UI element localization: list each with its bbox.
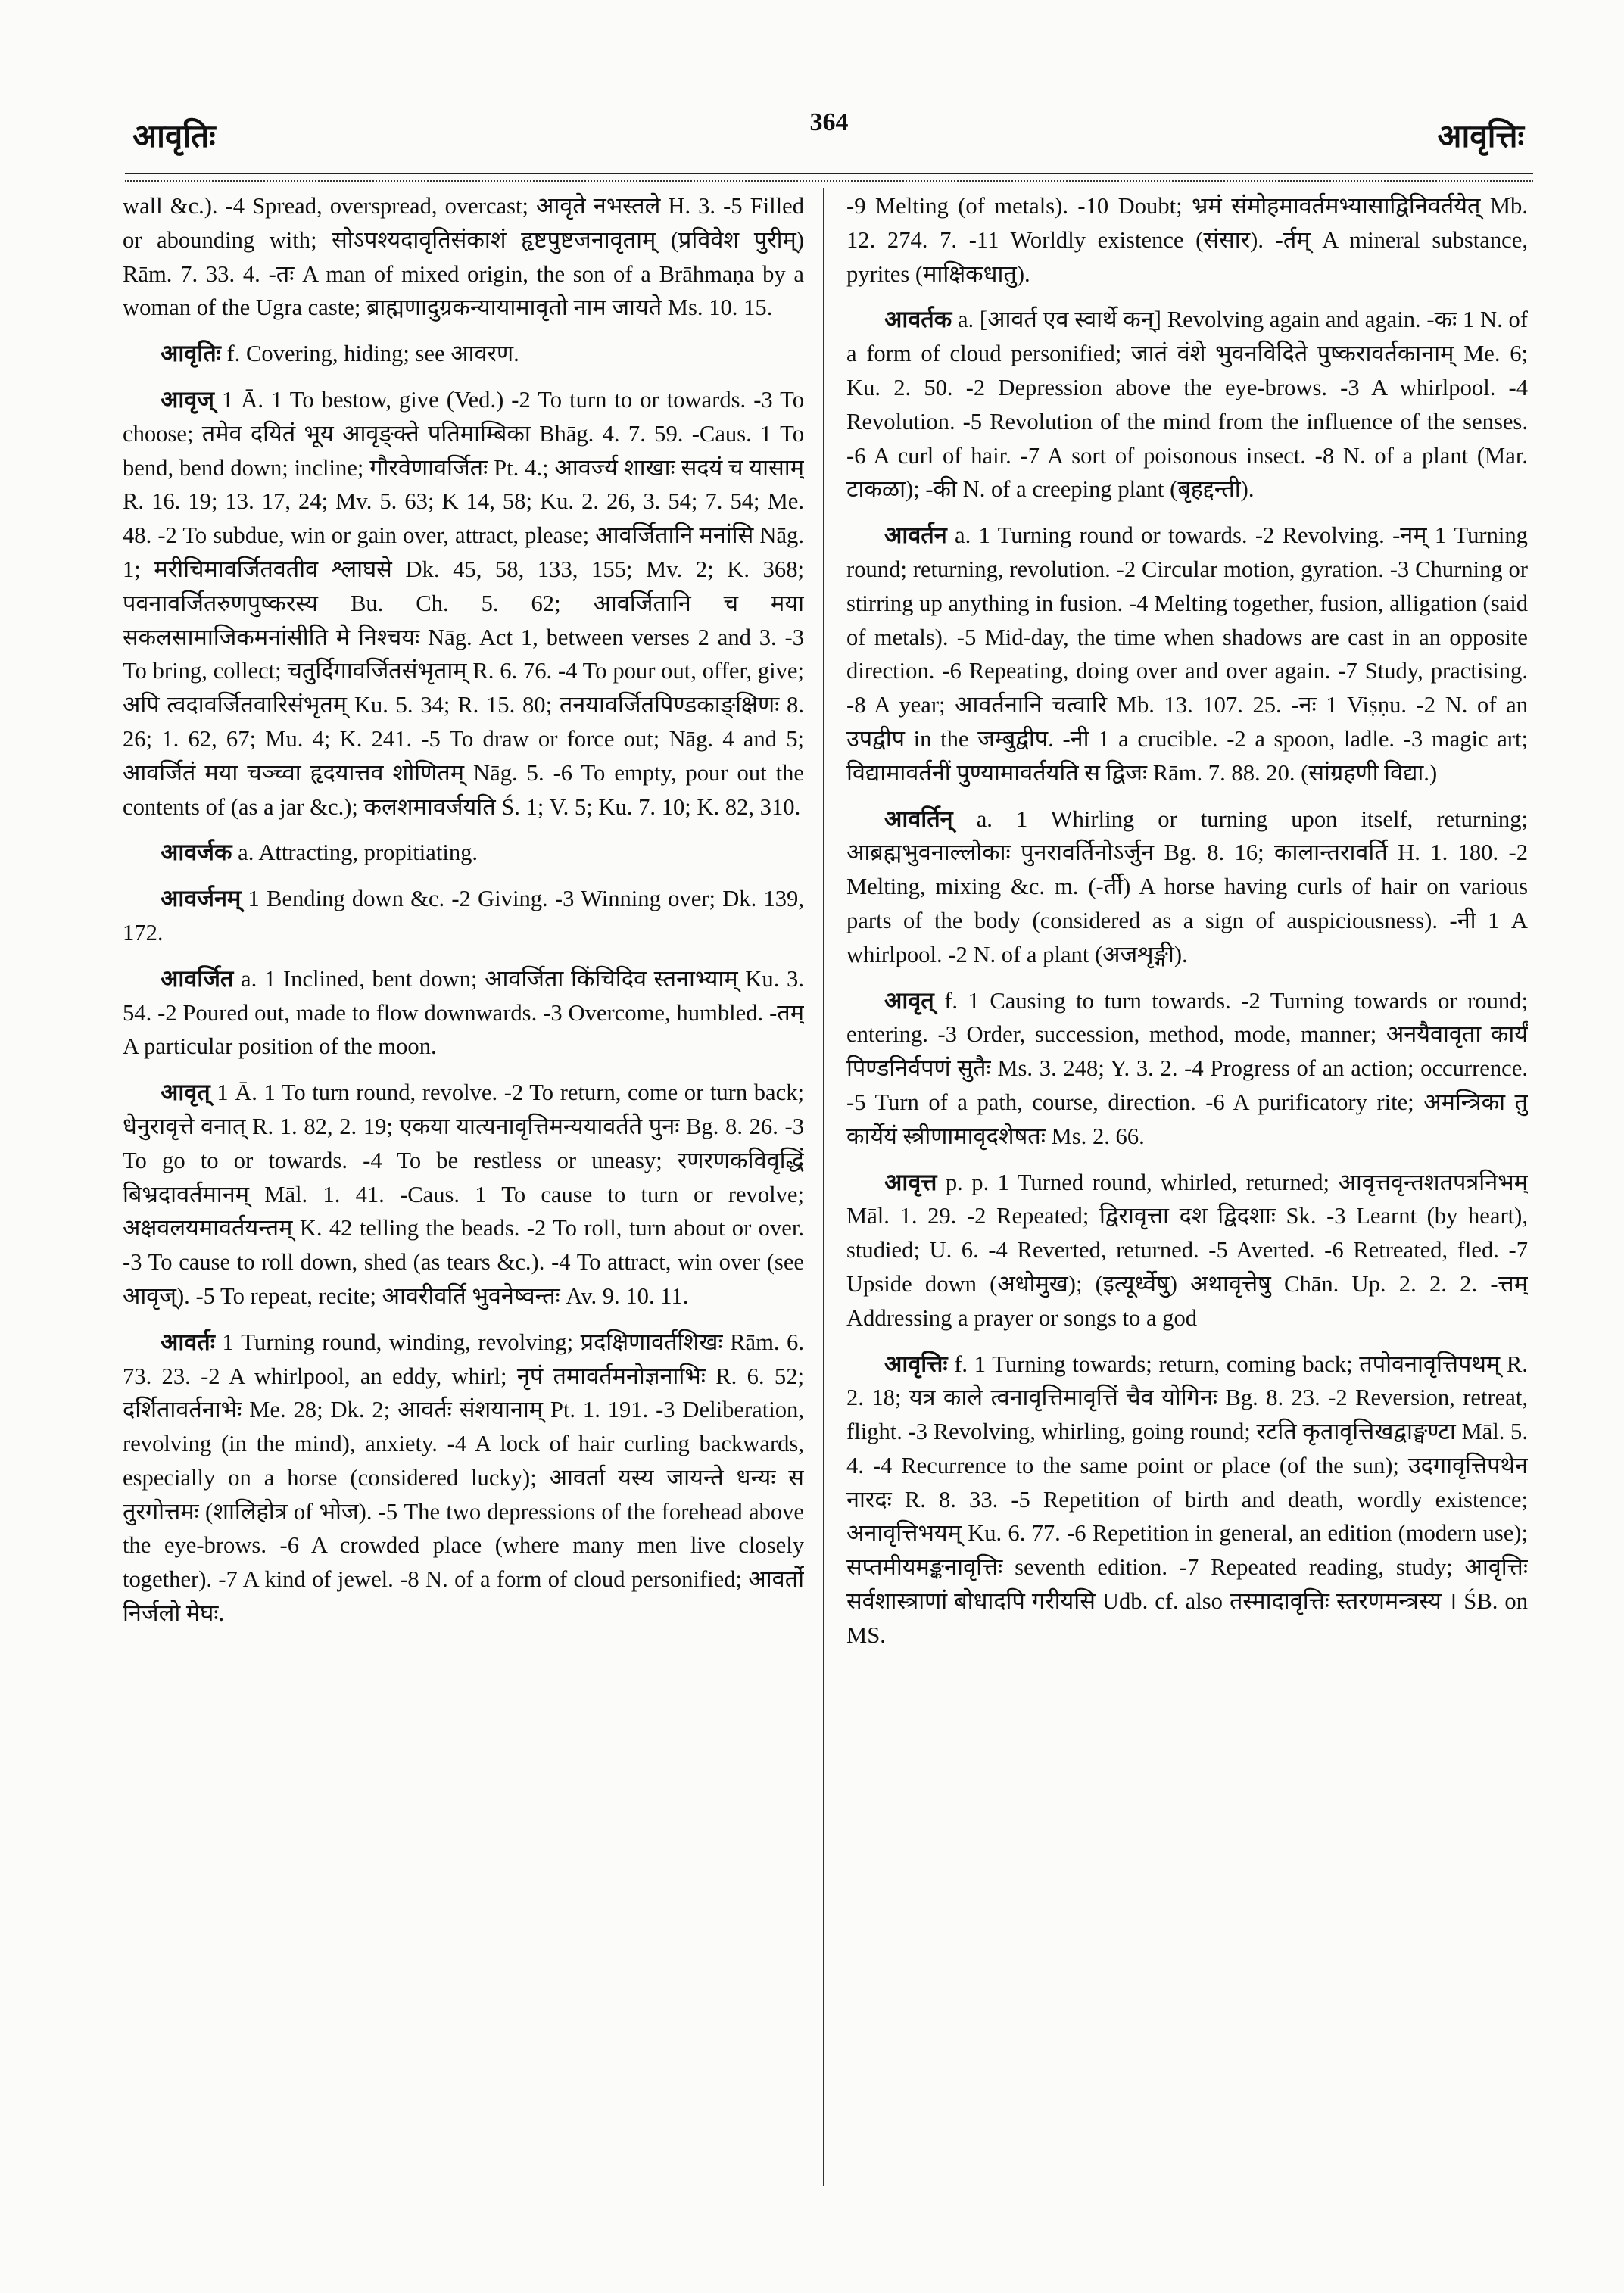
entry-text: -9 Melting (of metals). -10 Doubt; भ्रमं संमोहमावर्तमभ्यासाद्विनिवर्तयेत् Mb. 12. 274. 7. -11 Worldly existence (संसार). -र्तम् A mineral substance, pyrites (माक्षिकधातु).: [846, 193, 1528, 287]
entry-text: f. 1 Causing to turn towards. -2 Turning towards or round; entering. -3 Order, succession, method, mode, manner; अनयैवावृता कार्यं पिण्डनिर्वपणं सुतैः Ms. 3. 248; Y. 3. 2. -4 Progress of an action; occurrence. -5 Turn of a path, course, direction. -6 A purificatory rite; अमन्त्रिका तु कार्येयं स्त्रीणामावृदशेषतः Ms. 2. 66.: [846, 987, 1528, 1149]
left-column: [123, 189, 804, 2218]
dictionary-entry: [846, 189, 1528, 291]
page-header: [125, 104, 1533, 165]
entry-headword: आवर्जनम्: [161, 886, 242, 912]
dictionary-entry: [123, 882, 804, 950]
entry-headword: आवृत्तिः: [884, 1351, 948, 1377]
entry-headword: आवर्जित: [161, 965, 234, 992]
dictionary-entry: [846, 984, 1528, 1154]
entry-text: p. p. 1 Turned round, whirled, returned; आवृत्तवृन्तशतपत्रनिभम् Māl. 1. 29. -2 Repeated; द्विरावृत्ता दश द्विदशाः Sk. -3 Learnt (by heart), studied; U. 6. -4 Reverted, returned. -5 Averted. -6 Retreated, fled. -7 Upside down (अधोमुख); (इत्यूर्ध्वेषु) अथावृत्तेषु Chān. Up. 2. 2. 2. -त्तम् Addressing a prayer or songs to a god: [846, 1169, 1528, 1331]
dictionary-entry: [123, 383, 804, 824]
entry-headword: आवर्जक: [161, 840, 232, 866]
dictionary-entry: [123, 337, 804, 371]
entry-text: wall &c.). -4 Spread, overspread, overcast; आवृते नभस्तले H. 3. -5 Filled or abounding with; सोऽपश्यदावृतिसंकाशं हृष्टपुष्टजनावृताम् (प्रविवेश पुरीम्) Rām. 7. 33. 4. -तः A man of mixed origin, the son of a Brāhmaṇa by a woman of the Ugra caste; ब्राह्मणादुग्रकन्यायामावृतो नाम जायते Ms. 10. 15.: [123, 193, 804, 321]
dictionary-entry: [123, 836, 804, 870]
dictionary-entry: [846, 1347, 1528, 1653]
page-number: 364: [809, 108, 849, 136]
dictionary-entry: [846, 519, 1528, 790]
entry-headword: आवृत्त: [884, 1169, 937, 1195]
header-rule: [125, 173, 1533, 174]
running-head-left: आवृतिः: [132, 120, 216, 154]
right-column: [846, 189, 1528, 2218]
entry-text: 1 Ā. 1 To turn round, revolve. -2 To return, come or turn back; धेनुरावृत्ते वनात् R. 1. 82, 2. 19; एकया यात्यनावृत्तिमन्ययावर्तते पुनः Bg. 8. 26. -3 To go to or towards. -4 To be restless or uneasy; रणरणकविवृद्धिं बिभ्रदावर्तमानम् Māl. 1. 41. -Caus. 1 To cause to turn or revolve; अक्षवलयमावर्तयन्तम् K. 42 telling the beads. -2 To roll, turn about or over. -3 To cause to roll down, shed (as tears &c.). -4 To attract, win over (see आवृज्). -5 To repeat, recite; आवरीवर्ति भुवनेष्वन्तः Av. 9. 10. 11.: [123, 1080, 804, 1309]
entry-text: a. 1 Turning round or towards. -2 Revolving. -नम् 1 Turning round; returning, revolution. -2 Circular motion, gyration. -3 Churning or stirring up anything in fusion. -4 Melting together, fusion, alligation (said of metals). -5 Mid-day, the time when shadows are cast in an opposite direction. -6 Repeating, doing over and over again. -7 Study, practising. -8 A year; आवर्तनानि चत्वारि Mb. 13. 107. 25. -नः 1 Viṣṇu. -2 N. of an उपद्वीप in the जम्बुद्वीप. -नी 1 a crucible. -2 a spoon, ladle. -3 magic art; विद्यामावर्तनीं पुण्यामावर्तयति स द्विजः Rām. 7. 88. 20. (सांग्रहणी विद्या.): [846, 522, 1528, 786]
entry-text: a. 1 Inclined, bent down; आवर्जिता किंचिदिव स्तनाभ्याम् Ku. 3. 54. -2 Poured out, made to flow downwards. -3 Overcome, humbled. -तम् A particular position of the moon.: [123, 965, 804, 1060]
entry-headword: आवृत्: [161, 1080, 210, 1106]
entry-text: a. Attracting, propitiating.: [238, 840, 478, 866]
entry-headword: आवृज्: [161, 386, 214, 413]
entry-text: 1 Turning round, winding, revolving; प्रदक्षिणावर्तशिखः Rām. 6. 73. 23. -2 A whirlpool, an eddy, whirl; नृपं तमावर्तमनोज्ञनाभिः R. 6. 52; दर्शितावर्तनाभेः Me. 28; Dk. 2; आवर्तः संशयानाम् Pt. 1. 191. -3 Deliberation, revolving (in the mind), anxiety. -4 A lock of hair curling backwards, especially on a horse (considered lucky); आवर्ता यस्य जायन्ते धन्यः स तुरगोत्तमः (शालिहोत्र of भोज). -5 The two depressions of the forehead above the eye-brows. -6 A crowded place (where many men live closely together). -7 A kind of jewel. -8 N. of a form of cloud personified; आवर्तो निर्जलो मेघः.: [123, 1329, 804, 1627]
dictionary-entry: [846, 802, 1528, 972]
dictionary-entry: [123, 1076, 804, 1313]
running-head-right: आवृत्तिः: [1437, 120, 1524, 154]
entry-text: f. Covering, hiding; see आवरण.: [226, 341, 519, 367]
entry-text: a. 1 Whirling or turning upon itself, returning; आब्रह्मभुवनाल्लोकाः पुनरावर्तिनोऽर्जुन Bg. 8. 16; कालान्तरावर्ति H. 1. 180. -2 Melting, mixing &c. m. (-र्ती) A horse having curls of hair on various parts of the body (considered as a sign of auspiciousness). -नी 1 A whirlpool. -2 N. of a plant (अजशृङ्गी).: [846, 805, 1528, 967]
column-divider: [823, 188, 824, 2186]
dictionary-entry: [123, 1326, 804, 1631]
entry-text: a. [आवर्त एव स्वार्थे कन्] Revolving again and again. -कः 1 N. of a form of cloud personified; जातं वंशे भुवनविदिते पुष्करावर्तकानाम् Me. 6; Ku. 2. 50. -2 Depression above the eye-brows. -3 A whirlpool. -4 Revolution. -5 Revolution of the mind from the influence of the senses. -6 A curl of hair. -7 A sort of poisonous insect. -8 N. of a plant (Mar. टाकळा); -की N. of a creeping plant (बृहद्दन्ती).: [846, 307, 1528, 503]
entry-headword: आवर्तन: [884, 522, 947, 549]
dictionary-entry: [846, 303, 1528, 506]
dictionary-entry: [123, 962, 804, 1064]
header-dotted-rule: [125, 180, 1533, 182]
entry-headword: आवृतिः: [161, 341, 221, 367]
entry-text: 1 Bending down &c. -2 Giving. -3 Winning over; Dk. 139, 172.: [123, 886, 804, 946]
entry-headword: आवृत्: [884, 987, 934, 1014]
entry-headword: आवर्तिन्: [884, 805, 953, 832]
entry-text: 1 Ā. 1 To bestow, give (Ved.) -2 To turn to or towards. -3 To choose; तमेव दयितं भूय आवृङ्क्ते पतिमाम्बिका Bhāg. 4. 7. 59. -Caus. 1 To bend, bend down; incline; गौरवेणावर्जितः Pt. 4.; आवर्ज्य शाखाः सदयं च यासाम् R. 16. 19; 13. 17, 24; Mv. 5. 63; K 14, 58; Ku. 2. 26, 3. 54; 7. 54; Me. 48. -2 To subdue, win or gain over, attract, please; आवर्जितानि मनांसि Nāg. 1; मरीचिमावर्जितवतीव श्लाघसे Dk. 45, 58, 133, 155; Mv. 2; K. 368; पवनावर्जितरुणपुष्करस्य Bu. Ch. 5. 62; आवर्जितानि च मया सकलसामाजिकमनांसीति मे निश्चयः Nāg. Act 1, between verses 2 and 3. -3 To bring, collect; चतुर्दिगावर्जितसंभृताम् R. 6. 76. -4 To pour out, offer, give; अपि त्वदावर्जितवारिसंभृतम् Ku. 5. 34; R. 15. 80; तनयावर्जितपिण्डकाङ्क्षिणः 8. 26; 1. 62, 67; Mu. 4; K. 241. -5 To draw or force out; Nāg. 4 and 5; आवर्जितं मया चञ्च्वा हृदयात्तव शोणितम् Nāg. 5. -6 To empty, pour out the contents of (as a jar &c.); कलशमावर्जयति Ś. 1; V. 5; Ku. 7. 10; K. 82, 310.: [123, 386, 804, 820]
entry-text: f. 1 Turning towards; return, coming back; तपोवनावृत्तिपथम् R. 2. 18; यत्र काले त्वनावृत्तिमावृत्तिं चैव योगिनः Bg. 8. 23. -2 Reversion, retreat, flight. -3 Revolving, whirling, going round; रटति कृतावृत्तिखद्वाङ्घण्टा Māl. 5. 4. -4 Recurrence to the same point or place (of the sun); उदगावृत्तिपथेन नारदः R. 8. 33. -5 Repetition of birth and death, wordly existence; अनावृत्तिभयम् Ku. 6. 77. -6 Repetition in general, an edition (modern use); सप्तमीयमङ्कनावृत्तिः seventh edition. -7 Repeated reading, study; आवृत्तिः सर्वशास्त्राणां बोधादपि गरीयसि Udb. cf. also तस्मादावृत्तिः स्तरणमन्त्रस्य । ŚB. on MS.: [846, 1351, 1528, 1648]
dictionary-entry: [123, 189, 804, 325]
entry-headword: आवर्तक: [884, 307, 952, 333]
entry-headword: आवर्तः: [161, 1329, 215, 1355]
dictionary-entry: [846, 1166, 1528, 1335]
